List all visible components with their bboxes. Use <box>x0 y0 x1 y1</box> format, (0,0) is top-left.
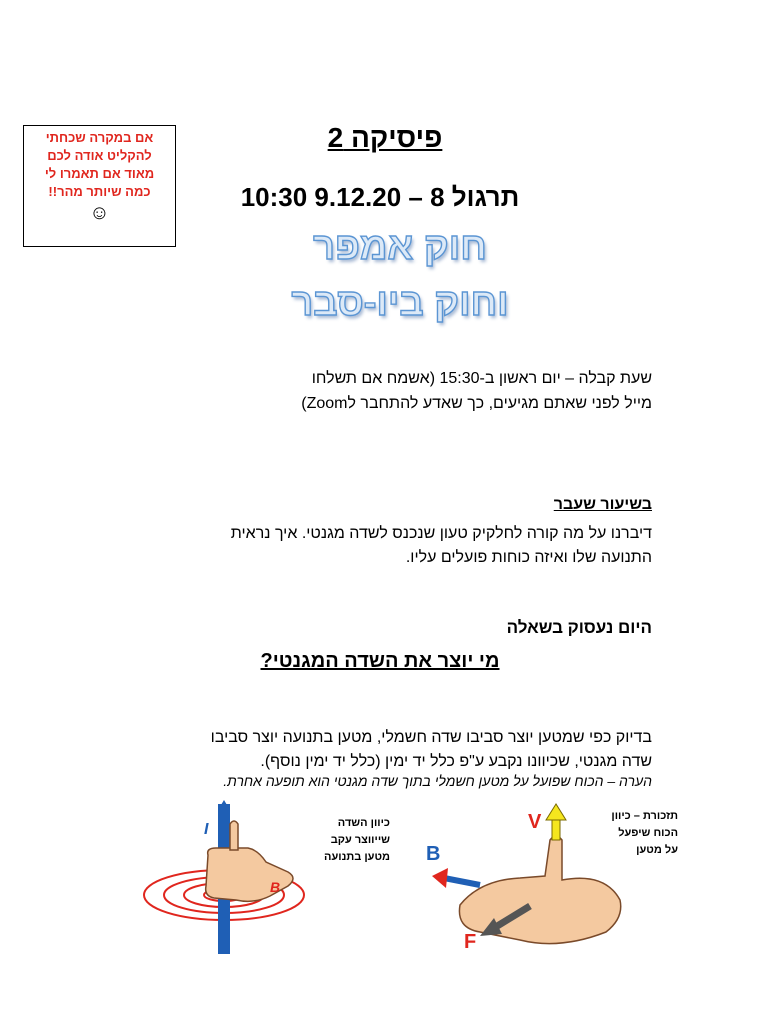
main-question: מי יוצר את השדה המגנטי? <box>260 650 500 672</box>
label-line: תזכורת – כיוון <box>611 810 678 822</box>
label-line: על מטען <box>636 844 678 856</box>
force-direction-label <box>590 808 678 859</box>
page-subtitle <box>150 182 610 213</box>
velocity-letter: V <box>528 811 542 833</box>
subtitle-text: תרגול 8 – 9.12.20 10:30 <box>240 182 520 212</box>
today-intro: היום נעסוק בשאלה <box>506 618 652 637</box>
smiley-icon: ☺ <box>89 202 110 224</box>
note-line: כמה שיותר מהר!! <box>48 184 151 199</box>
field-letter: B <box>270 879 281 895</box>
page-title: פיסיקה 2 <box>327 122 443 153</box>
field-letter: B <box>426 843 441 865</box>
field-arrow-icon <box>432 868 480 888</box>
office-hours-line-2: מייל לפני שאתם מגיעים, כך שאדע להתחבר לZoom) <box>301 395 652 412</box>
explanation-line-2: שדה מגנטי, שכיוונו נקבע ע"פ כלל יד ימין (כלל יד ימין נוסף). <box>260 753 652 770</box>
previous-lesson-line-1: דיברנו על מה קורה לחלקיק טעון שנכנס לשדה מגנטי. איך נראית <box>230 525 652 542</box>
thumb-shape <box>230 821 238 850</box>
explanation-line-1: בדיוק כפי שמטען יוצר סביבו שדה חשמלי, מטען בתנועה יוצר סביבו <box>210 729 652 746</box>
force-letter: F <box>464 931 477 953</box>
note-line: להקליט אודה לכם <box>47 148 152 163</box>
note-line: מאוד אם תאמרו לי <box>44 166 155 181</box>
wordart-ampere-law: חוק אמפר <box>313 226 487 268</box>
velocity-arrow-icon <box>546 804 566 840</box>
current-letter: I <box>204 821 209 838</box>
label-line: שייווצר עקב <box>330 834 390 846</box>
field-direction-label <box>300 815 390 866</box>
label-line: הכוח שיפעל <box>618 827 678 839</box>
label-line: כיוון השדה <box>337 817 390 829</box>
explanation-remark: הערה – הכוח שפועל על מטען חשמלי בתוך שדה מגנטי הוא תופעה אחרת. <box>223 773 652 789</box>
label-line: מטען בתנועה <box>324 851 390 863</box>
previous-lesson-heading: בשיעור שעבר <box>553 496 652 513</box>
office-hours-line-1: שעת קבלה – יום ראשון ב-15:30 (אשמח אם תשלחו <box>311 370 652 387</box>
wordart-biot-savart-law: וחוק ביו-סבר <box>291 282 509 324</box>
previous-lesson-line-2: התנועה שלו ואיזה כוחות פועלים עליו. <box>405 549 652 566</box>
note-line: אם במקרה שכחתי <box>45 130 154 145</box>
